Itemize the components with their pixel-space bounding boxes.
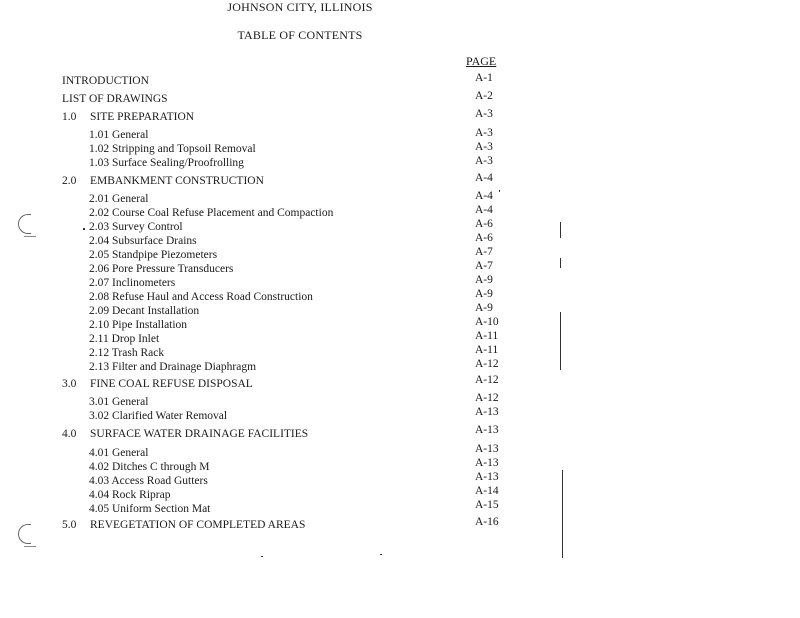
entry-title: 2.11 Drop Inlet xyxy=(89,333,160,345)
entry-title: 2.04 Subsurface Drains xyxy=(89,235,197,247)
page-number: A-3 xyxy=(475,141,493,153)
page-number: A-3 xyxy=(475,127,493,139)
entry-title: 2.07 Inclinometers xyxy=(89,277,176,289)
document-title: JOHNSON CITY, ILLINOIS xyxy=(227,0,373,14)
page-number: A-7 xyxy=(475,260,493,272)
page-number: A-9 xyxy=(475,302,493,314)
speck-mark xyxy=(380,554,382,555)
page-number: A-4 xyxy=(475,190,493,202)
entry-title: 1.01 General xyxy=(89,129,149,141)
margin-line-mark xyxy=(562,470,563,558)
toc-entry xyxy=(0,374,800,394)
toc-entry xyxy=(0,424,800,444)
page-number: A-12 xyxy=(475,358,499,370)
entry-title: 2.03 Survey Control xyxy=(89,221,183,233)
page-number: A-14 xyxy=(475,485,499,497)
entry-title: 4.04 Rock Riprap xyxy=(89,489,171,501)
page-number: A-7 xyxy=(475,246,493,258)
entry-title: 2.12 Trash Rack xyxy=(89,347,165,359)
page-number: A-2 xyxy=(475,90,493,102)
section-number: 1.0 xyxy=(62,111,77,123)
page-number: A-13 xyxy=(475,406,499,418)
entry-title: SURFACE WATER DRAINAGE FACILITIES xyxy=(90,428,309,440)
toc-entry xyxy=(0,499,800,519)
entry-title: REVEGETATION OF COMPLETED AREAS xyxy=(90,519,306,531)
toc-entry xyxy=(0,406,800,426)
entry-title: 4.01 General xyxy=(89,447,149,459)
margin-line-mark xyxy=(560,258,561,268)
page-number: A-13 xyxy=(475,471,499,483)
binder-hole-mark xyxy=(18,524,31,544)
page-number: A-15 xyxy=(475,499,499,511)
binder-hole-mark xyxy=(18,214,31,234)
scan-dash-mark xyxy=(24,236,36,237)
section-number: 3.0 xyxy=(62,378,77,390)
entry-title: LIST OF DRAWINGS xyxy=(62,93,168,105)
speck-mark xyxy=(499,190,500,192)
page-number: A-11 xyxy=(475,344,499,356)
page-number: A-1 xyxy=(475,72,493,84)
scan-dash-mark xyxy=(24,546,36,547)
entry-title: 4.03 Access Road Gutters xyxy=(89,475,208,487)
section-number: 4.0 xyxy=(62,428,77,440)
margin-line-mark xyxy=(560,312,561,370)
page-number: A-11 xyxy=(475,330,499,342)
entry-title: 1.03 Surface Sealing/Proofrolling xyxy=(89,157,244,169)
toc-entry xyxy=(0,516,800,535)
toc-entry xyxy=(0,108,800,127)
toc-heading: TABLE OF CONTENTS xyxy=(237,28,363,42)
entry-title: 1.02 Stripping and Topsoil Removal xyxy=(89,143,256,155)
toc-entry xyxy=(0,72,800,91)
page-number: A-3 xyxy=(475,155,493,167)
toc-entry xyxy=(0,157,800,173)
entry-title: 2.01 General xyxy=(89,193,149,205)
page-number: A-12 xyxy=(475,392,499,404)
entry-title: 2.10 Pipe Installation xyxy=(89,319,188,331)
page-number: A-13 xyxy=(475,457,499,469)
page-number: A-16 xyxy=(475,516,499,528)
section-number: 5.0 xyxy=(62,519,77,531)
page-number: A-6 xyxy=(475,218,493,230)
entry-title: 2.08 Refuse Haul and Access Road Construction xyxy=(89,291,313,303)
page-number: A-4 xyxy=(475,204,493,216)
page-number: A-13 xyxy=(475,443,499,455)
page-number: A-12 xyxy=(475,374,499,386)
speck-mark xyxy=(83,228,85,230)
toc-entry xyxy=(0,172,800,191)
entry-title: 3.01 General xyxy=(89,396,149,408)
entry-title: 4.05 Uniform Section Mat xyxy=(89,503,211,515)
page-column-header: PAGE xyxy=(466,54,497,68)
page-number: A-4 xyxy=(475,172,493,184)
entry-title: FINE COAL REFUSE DISPOSAL xyxy=(90,378,253,390)
page-number: A-13 xyxy=(475,424,499,436)
toc-entry xyxy=(0,358,800,377)
entry-title: 2.13 Filter and Drainage Diaphragm xyxy=(89,361,257,373)
speck-mark xyxy=(261,556,263,557)
entry-title: 2.06 Pore Pressure Transducers xyxy=(89,263,234,275)
page-number: A-10 xyxy=(475,316,499,328)
entry-title: 2.02 Course Coal Refuse Placement and Compaction xyxy=(89,207,334,219)
page-number: A-6 xyxy=(475,232,493,244)
entry-title: INTRODUCTION xyxy=(62,75,149,87)
margin-line-mark xyxy=(560,222,561,238)
page-number: A-3 xyxy=(475,108,493,120)
entry-title: EMBANKMENT CONSTRUCTION xyxy=(90,175,264,187)
entry-title: SITE PREPARATION xyxy=(90,111,195,123)
toc-entry xyxy=(0,90,800,109)
page-number: A-9 xyxy=(475,274,493,286)
entry-title: 4.02 Ditches C through M xyxy=(89,461,210,473)
page-number: A-9 xyxy=(475,288,493,300)
entry-title: 2.09 Decant Installation xyxy=(89,305,200,317)
entry-title: 2.05 Standpipe Piezometers xyxy=(89,249,218,261)
entry-title: 3.02 Clarified Water Removal xyxy=(89,410,228,422)
section-number: 2.0 xyxy=(62,175,77,187)
